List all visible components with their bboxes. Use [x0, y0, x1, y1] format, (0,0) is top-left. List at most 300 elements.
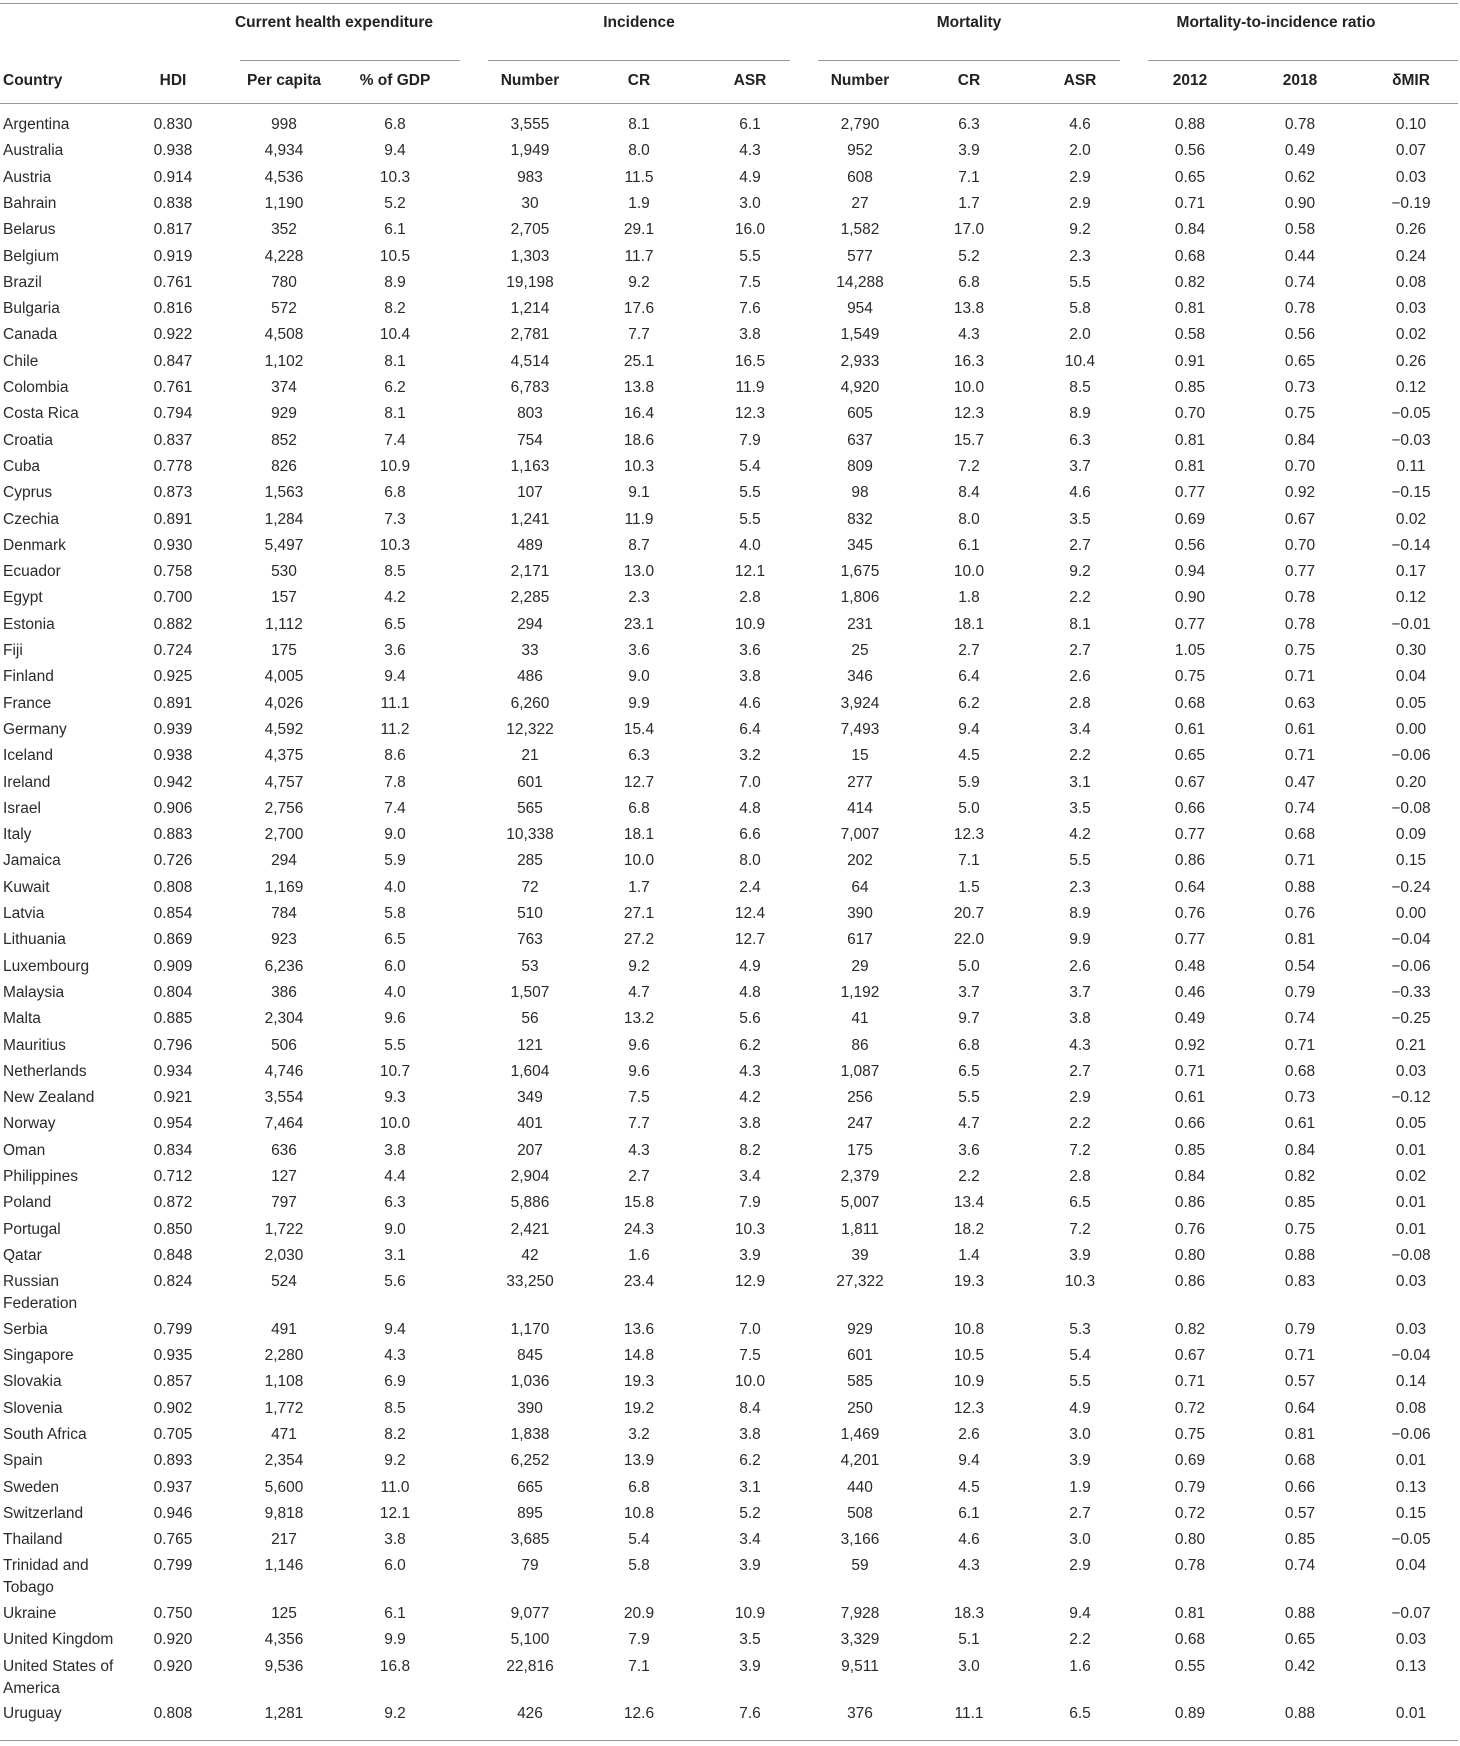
cell-delta-mir: 0.01: [1395, 1220, 1427, 1238]
cell-delta-mir: −0.06: [1391, 957, 1431, 975]
cell-mortality-number: 832: [847, 510, 873, 528]
cell-mir-2018: 0.82: [1284, 1168, 1316, 1185]
cell-per-capita: 2,354: [264, 1452, 304, 1470]
cell-incidence-asr: 10.9: [734, 1604, 766, 1622]
cell-per-capita: 374: [271, 379, 297, 396]
cell-mortality-cr: 6.1: [958, 1504, 980, 1522]
cell-hdi: 0.848: [153, 1246, 193, 1264]
cell-mir-2018: 0.71: [1284, 1036, 1316, 1054]
cell-incidence-cr: 19.3: [623, 1373, 655, 1391]
cell-incidence-asr: 12.4: [734, 905, 766, 922]
cell-mir-2012: 0.86: [1174, 1273, 1206, 1291]
cell-country: Lithuania: [3, 931, 66, 949]
cell-country: Czechia: [3, 510, 59, 528]
cell-hdi: 0.804: [153, 983, 193, 1001]
cell-incidence-cr: 6.3: [628, 747, 650, 765]
cell-mir-2012: 0.72: [1174, 1504, 1206, 1522]
cell-pct-gdp: 9.4: [384, 668, 406, 686]
cell-incidence-number: 2,904: [510, 1168, 550, 1185]
cell-mir-2018: 0.68: [1284, 826, 1316, 844]
cell-mir-2012: 0.65: [1174, 747, 1206, 765]
cell-mortality-number: 29: [851, 957, 869, 975]
cell-per-capita: 797: [271, 1194, 297, 1212]
cell-pct-gdp: 10.3: [379, 536, 411, 554]
cell-country: Israel: [3, 799, 41, 817]
cell-mir-2012: 0.77: [1174, 931, 1206, 949]
cell-incidence-asr: 3.9: [739, 1557, 761, 1575]
cell-mir-2018: 0.57: [1284, 1504, 1316, 1522]
cell-mir-2018: 0.85: [1284, 1194, 1316, 1212]
cell-incidence-number: 1,214: [510, 300, 550, 318]
cell-mortality-number: 376: [847, 1705, 873, 1722]
cell-per-capita: 1,563: [264, 484, 304, 502]
col-header-incidence-number: Number: [500, 72, 560, 89]
cell-incidence-cr: 13.8: [623, 379, 655, 396]
cell-mortality-asr: 2.6: [1069, 957, 1091, 975]
cell-country: Slovenia: [3, 1399, 63, 1417]
cell-mortality-number: 1,806: [840, 589, 880, 607]
cell-mir-2012: 0.82: [1174, 273, 1206, 291]
cell-mir-2012: 0.56: [1174, 142, 1206, 160]
cell-incidence-number: 754: [517, 431, 543, 449]
cell-delta-mir: 0.04: [1395, 668, 1427, 686]
cell-mortality-asr: 3.1: [1069, 773, 1091, 791]
cell-per-capita: 352: [271, 221, 297, 239]
cell-mortality-asr: 5.5: [1069, 852, 1091, 870]
cell-mir-2012: 0.75: [1174, 668, 1206, 686]
cell-mir-2012: 0.80: [1174, 1531, 1206, 1549]
cell-mortality-number: 390: [847, 905, 873, 922]
cell-pct-gdp: 8.5: [384, 1399, 406, 1417]
cell-mortality-number: 954: [847, 300, 873, 318]
cell-incidence-asr: 3.8: [739, 1115, 761, 1133]
cell-mortality-asr: 5.8: [1069, 300, 1091, 318]
cell-incidence-cr: 13.6: [623, 1320, 655, 1338]
cell-hdi: 0.921: [153, 1089, 193, 1107]
col-header-mortality-number: Number: [830, 72, 890, 89]
cell-delta-mir: 0.12: [1395, 379, 1427, 396]
cell-incidence-number: 486: [517, 668, 543, 686]
cell-delta-mir: −0.05: [1391, 405, 1431, 423]
cell-country: Ireland: [3, 773, 51, 791]
cell-hdi: 0.882: [153, 615, 193, 633]
cell-per-capita: 1,722: [264, 1220, 304, 1238]
cell-mir-2018: 0.47: [1284, 773, 1316, 791]
cell-delta-mir: 0.03: [1395, 168, 1427, 186]
cell-mir-2012: 0.68: [1174, 247, 1206, 265]
cell-mir-2018: 0.92: [1284, 484, 1316, 502]
group-rule-mortality: [818, 60, 1120, 61]
cell-mortality-number: 1,675: [840, 563, 880, 581]
cell-mortality-cr: 1.8: [958, 589, 980, 607]
cell-incidence-asr: 5.2: [739, 1504, 761, 1522]
cell-mir-2012: 0.88: [1174, 116, 1206, 133]
cell-incidence-asr: 10.3: [734, 1220, 766, 1238]
cell-hdi: 0.799: [153, 1320, 193, 1338]
cell-mortality-cr: 1.5: [958, 878, 980, 896]
cell-incidence-cr: 12.7: [623, 773, 655, 791]
cell-delta-mir: −0.06: [1391, 747, 1431, 765]
cell-country: Egypt: [3, 589, 43, 607]
cell-per-capita: 530: [271, 563, 297, 581]
col-header-per-capita: Per capita: [246, 72, 322, 89]
cell-hdi: 0.724: [153, 642, 193, 659]
cell-mortality-asr: 3.0: [1069, 1531, 1091, 1549]
cell-incidence-cr: 29.1: [623, 221, 655, 239]
cell-mortality-cr: 13.4: [953, 1194, 985, 1212]
cell-mortality-number: 59: [851, 1557, 869, 1575]
cell-mortality-cr: 3.0: [958, 1657, 980, 1675]
cell-mir-2018: 0.65: [1284, 1631, 1316, 1649]
cell-mortality-cr: 6.3: [958, 116, 980, 133]
cell-pct-gdp: 10.9: [379, 457, 411, 475]
cell-mortality-asr: 4.6: [1069, 484, 1091, 502]
cell-pct-gdp: 10.5: [379, 247, 411, 265]
cell-mir-2018: 0.84: [1284, 431, 1316, 449]
cell-incidence-cr: 24.3: [623, 1220, 655, 1238]
cell-delta-mir: 0.03: [1395, 1062, 1427, 1080]
cell-mortality-asr: 3.8: [1069, 1010, 1091, 1028]
cell-incidence-asr: 8.0: [739, 852, 761, 870]
cell-incidence-cr: 10.0: [623, 852, 655, 870]
cell-per-capita: 1,772: [264, 1399, 304, 1417]
cell-incidence-asr: 10.9: [734, 615, 766, 633]
cell-incidence-cr: 1.9: [628, 194, 650, 212]
cell-mortality-number: 577: [847, 247, 873, 265]
cell-pct-gdp: 3.8: [384, 1141, 406, 1159]
cell-country: Malta: [3, 1010, 41, 1028]
cell-delta-mir: 0.26: [1395, 221, 1427, 239]
cell-mir-2018: 0.74: [1284, 273, 1316, 291]
cell-delta-mir: −0.24: [1391, 878, 1431, 896]
cell-incidence-number: 33,250: [506, 1273, 554, 1291]
cell-mortality-number: 1,811: [841, 1220, 879, 1238]
cell-incidence-asr: 4.6: [739, 694, 761, 712]
cell-incidence-number: 2,171: [510, 563, 550, 581]
cell-hdi: 0.854: [153, 905, 193, 922]
cell-incidence-number: 401: [517, 1115, 543, 1133]
cell-mortality-asr: 4.9: [1069, 1399, 1091, 1417]
cell-hdi: 0.883: [153, 826, 193, 844]
cell-incidence-cr: 18.1: [623, 826, 655, 844]
cell-pct-gdp: 5.8: [384, 905, 406, 922]
cell-delta-mir: 0.13: [1395, 1657, 1427, 1675]
cell-mortality-number: 1,087: [840, 1062, 880, 1080]
cell-delta-mir: 0.05: [1395, 1115, 1427, 1133]
cell-hdi: 0.869: [153, 931, 193, 949]
cell-incidence-cr: 19.2: [623, 1399, 655, 1417]
table-top-rule: [0, 3, 1458, 4]
cell-pct-gdp: 8.5: [384, 563, 406, 581]
cell-mortality-number: 202: [847, 852, 873, 870]
cell-incidence-number: 12,322: [506, 720, 554, 738]
cell-mortality-asr: 2.3: [1069, 247, 1091, 265]
cell-mir-2018: 0.71: [1284, 852, 1316, 870]
cell-per-capita: 294: [271, 852, 297, 870]
cell-incidence-number: 803: [517, 405, 543, 423]
cell-delta-mir: −0.19: [1391, 194, 1431, 212]
cell-mortality-number: 508: [847, 1504, 873, 1522]
cell-delta-mir: 0.01: [1395, 1194, 1427, 1212]
cell-mir-2018: 0.67: [1284, 510, 1316, 528]
cell-incidence-number: 1,838: [510, 1425, 550, 1443]
cell-delta-mir: 0.05: [1395, 694, 1427, 712]
cell-hdi: 0.937: [153, 1478, 193, 1496]
cell-country: Poland: [3, 1194, 52, 1212]
cell-mortality-number: 7,928: [840, 1604, 880, 1622]
cell-hdi: 0.872: [153, 1194, 193, 1212]
cell-mortality-number: 64: [851, 878, 869, 896]
cell-mortality-cr: 7.2: [958, 457, 980, 475]
cell-country: Norway: [3, 1115, 56, 1133]
cell-mortality-cr: 10.9: [953, 1373, 985, 1391]
cell-incidence-number: 121: [517, 1036, 543, 1054]
cell-mir-2012: 0.86: [1174, 852, 1206, 870]
cell-mortality-cr: 4.7: [958, 1115, 980, 1133]
cell-mortality-cr: 6.2: [958, 694, 980, 712]
cell-pct-gdp: 16.8: [379, 1657, 411, 1675]
cell-mortality-asr: 8.9: [1069, 405, 1091, 423]
cell-pct-gdp: 4.2: [384, 589, 406, 607]
cell-mortality-number: 98: [851, 484, 869, 502]
cell-mortality-cr: 6.8: [958, 273, 980, 291]
cell-pct-gdp: 9.0: [384, 1220, 406, 1238]
cell-mir-2018: 0.44: [1284, 247, 1316, 265]
cell-incidence-number: 1,241: [510, 510, 550, 528]
cell-incidence-asr: 7.0: [739, 1320, 761, 1338]
cell-mortality-number: 86: [851, 1036, 869, 1054]
cell-hdi: 0.838: [153, 194, 193, 212]
cell-mortality-cr: 4.3: [958, 326, 980, 344]
cell-mir-2018: 0.75: [1284, 405, 1316, 423]
cell-delta-mir: 0.12: [1395, 589, 1427, 607]
cell-incidence-asr: 8.2: [739, 1141, 761, 1159]
cell-incidence-cr: 3.6: [628, 642, 650, 659]
cell-mortality-asr: 3.4: [1069, 720, 1091, 738]
table-bottom-rule: [0, 1740, 1458, 1741]
cell-mortality-asr: 8.9: [1069, 905, 1091, 922]
cell-delta-mir: −0.25: [1391, 1010, 1431, 1028]
cell-incidence-asr: 12.3: [734, 405, 766, 423]
cell-mortality-cr: 3.6: [958, 1141, 980, 1159]
cell-mir-2018: 0.75: [1284, 642, 1316, 659]
cell-mir-2018: 0.71: [1284, 747, 1316, 765]
cell-incidence-cr: 1.6: [628, 1246, 650, 1264]
cell-hdi: 0.857: [153, 1373, 193, 1391]
cell-mir-2012: 0.85: [1174, 1141, 1206, 1159]
cell-delta-mir: 0.11: [1396, 457, 1426, 475]
cell-mortality-asr: 1.9: [1069, 1478, 1091, 1496]
cell-hdi: 0.938: [153, 747, 193, 765]
cell-incidence-cr: 6.8: [628, 1478, 650, 1496]
cell-incidence-number: 601: [517, 773, 543, 791]
cell-hdi: 0.847: [153, 352, 193, 370]
cell-mir-2012: 0.77: [1174, 615, 1206, 633]
cell-mortality-asr: 6.5: [1069, 1194, 1091, 1212]
cell-pct-gdp: 10.4: [379, 326, 411, 344]
cell-mortality-asr: 2.7: [1069, 536, 1091, 554]
cell-mortality-asr: 5.5: [1069, 1373, 1091, 1391]
cell-incidence-cr: 11.5: [624, 168, 654, 186]
cell-hdi: 0.942: [153, 773, 193, 791]
cell-incidence-number: 489: [517, 536, 543, 554]
cell-mir-2018: 0.73: [1284, 379, 1316, 396]
cell-hdi: 0.712: [153, 1168, 193, 1185]
cell-mir-2018: 0.75: [1284, 1220, 1316, 1238]
cell-per-capita: 524: [271, 1273, 297, 1291]
cell-per-capita: 127: [271, 1168, 297, 1185]
cell-pct-gdp: 5.6: [384, 1273, 406, 1291]
cell-country: Ecuador: [3, 563, 61, 581]
cell-incidence-number: 1,604: [510, 1062, 550, 1080]
cell-incidence-cr: 9.2: [628, 957, 650, 975]
cell-country: Luxembourg: [3, 957, 90, 975]
cell-incidence-asr: 5.4: [739, 457, 761, 475]
cell-country: Mauritius: [3, 1036, 66, 1054]
cell-per-capita: 1,146: [264, 1557, 304, 1575]
cell-country: Serbia: [3, 1320, 48, 1338]
cell-pct-gdp: 9.0: [384, 826, 406, 844]
cell-mortality-asr: 3.5: [1069, 510, 1091, 528]
cell-mortality-number: 250: [847, 1399, 873, 1417]
cell-per-capita: 1,190: [264, 194, 304, 212]
cell-per-capita: 386: [271, 983, 297, 1001]
cell-mir-2018: 0.76: [1284, 905, 1316, 922]
cell-country: Slovakia: [3, 1373, 62, 1391]
cell-mir-2012: 0.81: [1174, 300, 1206, 318]
cell-delta-mir: 0.15: [1395, 1504, 1427, 1522]
cell-incidence-asr: 8.4: [739, 1399, 761, 1417]
cell-incidence-cr: 17.6: [623, 300, 655, 318]
cell-per-capita: 3,554: [264, 1089, 304, 1107]
cell-mir-2018: 0.49: [1284, 142, 1316, 160]
cell-mortality-number: 2,379: [840, 1168, 880, 1185]
cell-incidence-cr: 9.9: [628, 694, 650, 712]
cell-per-capita: 780: [271, 273, 297, 291]
cell-mortality-cr: 10.0: [953, 379, 985, 396]
cell-pct-gdp: 7.4: [384, 799, 406, 817]
cell-per-capita: 923: [271, 931, 297, 949]
cell-incidence-cr: 5.4: [628, 1531, 650, 1549]
cell-incidence-number: 763: [517, 931, 543, 949]
cell-mortality-number: 809: [847, 457, 873, 475]
cell-incidence-number: 107: [517, 484, 543, 502]
cell-mir-2018: 0.71: [1284, 668, 1316, 686]
cell-mortality-cr: 20.7: [953, 905, 985, 922]
cell-per-capita: 4,592: [264, 720, 304, 738]
cell-mortality-number: 7,007: [840, 826, 880, 844]
col-header-mortality-cr: CR: [957, 72, 981, 89]
cell-mortality-number: 414: [847, 799, 873, 817]
cell-hdi: 0.919: [153, 247, 193, 265]
cell-mir-2018: 0.88: [1284, 1604, 1316, 1622]
cell-incidence-number: 390: [517, 1399, 543, 1417]
cell-incidence-number: 53: [521, 957, 539, 975]
cell-delta-mir: −0.15: [1391, 484, 1431, 502]
cell-mortality-asr: 3.5: [1069, 799, 1091, 817]
cell-incidence-asr: 12.9: [734, 1273, 766, 1291]
cell-mortality-asr: 2.8: [1069, 694, 1091, 712]
cell-hdi: 0.837: [153, 431, 193, 449]
cell-mortality-asr: 9.2: [1069, 221, 1091, 239]
cell-mir-2012: 0.86: [1174, 1194, 1206, 1212]
cell-country: France: [3, 694, 52, 712]
cell-per-capita: 157: [271, 589, 297, 607]
cell-incidence-number: 42: [521, 1246, 539, 1264]
cell-incidence-number: 426: [517, 1705, 543, 1722]
cell-hdi: 0.873: [153, 484, 193, 502]
cell-mortality-number: 15: [851, 747, 869, 765]
cell-mortality-asr: 3.9: [1069, 1452, 1091, 1470]
cell-per-capita: 9,818: [264, 1504, 304, 1522]
cell-mortality-number: 4,920: [840, 379, 880, 396]
cell-pct-gdp: 9.4: [384, 1320, 406, 1338]
cell-mir-2012: 0.90: [1174, 589, 1206, 607]
cell-mir-2018: 0.65: [1284, 352, 1316, 370]
cell-delta-mir: −0.04: [1391, 931, 1431, 949]
cell-mir-2018: 0.88: [1284, 878, 1316, 896]
cell-incidence-number: 1,163: [510, 457, 550, 475]
cell-mortality-number: 440: [847, 1478, 873, 1496]
cell-incidence-asr: 6.2: [739, 1452, 761, 1470]
col-header-incidence-cr: CR: [627, 72, 651, 89]
cell-mir-2018: 0.85: [1284, 1531, 1316, 1549]
cell-per-capita: 4,005: [264, 668, 304, 686]
cell-pct-gdp: 8.1: [384, 352, 406, 370]
cell-delta-mir: 0.08: [1395, 1399, 1427, 1417]
cell-incidence-asr: 3.9: [739, 1246, 761, 1264]
cell-incidence-cr: 1.7: [628, 878, 650, 896]
cell-mir-2018: 0.74: [1284, 1010, 1316, 1028]
cell-pct-gdp: 10.3: [379, 168, 411, 186]
cell-pct-gdp: 6.8: [384, 116, 406, 133]
cell-mortality-asr: 5.3: [1069, 1320, 1091, 1338]
cell-hdi: 0.891: [153, 694, 193, 712]
cell-hdi: 0.778: [153, 457, 193, 475]
cell-incidence-cr: 15.4: [623, 720, 655, 738]
cell-mir-2012: 0.78: [1174, 1557, 1206, 1575]
cell-mortality-asr: 2.2: [1069, 1115, 1091, 1133]
cell-hdi: 0.850: [153, 1220, 193, 1238]
cell-country: Estonia: [3, 615, 55, 633]
cell-mortality-asr: 6.3: [1069, 431, 1091, 449]
cell-per-capita: 929: [271, 405, 297, 423]
cell-incidence-cr: 25.1: [623, 352, 655, 370]
cell-country: Kuwait: [3, 878, 50, 896]
cell-delta-mir: 0.00: [1395, 720, 1427, 738]
cell-delta-mir: 0.02: [1395, 1168, 1427, 1185]
cell-incidence-number: 285: [517, 852, 543, 870]
cell-country: Trinidad and Tobago: [3, 1557, 89, 1597]
cell-incidence-number: 1,170: [510, 1320, 550, 1338]
cell-pct-gdp: 9.6: [384, 1010, 406, 1028]
cell-mir-2012: 0.56: [1174, 536, 1206, 554]
cell-mortality-cr: 2.2: [958, 1168, 980, 1185]
cell-mortality-asr: 5.4: [1069, 1347, 1091, 1364]
cell-mir-2018: 0.78: [1284, 116, 1316, 133]
cell-incidence-cr: 13.0: [623, 563, 655, 581]
cell-mir-2018: 0.58: [1284, 221, 1316, 239]
cell-incidence-cr: 7.9: [628, 1631, 650, 1649]
cell-pct-gdp: 6.8: [384, 484, 406, 502]
cell-hdi: 0.906: [153, 799, 193, 817]
cell-mortality-cr: 5.0: [958, 799, 980, 817]
cell-hdi: 0.938: [153, 142, 193, 160]
cell-incidence-number: 983: [517, 168, 543, 186]
cell-country: Uruguay: [3, 1705, 62, 1722]
cell-per-capita: 1,169: [264, 878, 304, 896]
cell-mortality-cr: 8.4: [958, 484, 980, 502]
